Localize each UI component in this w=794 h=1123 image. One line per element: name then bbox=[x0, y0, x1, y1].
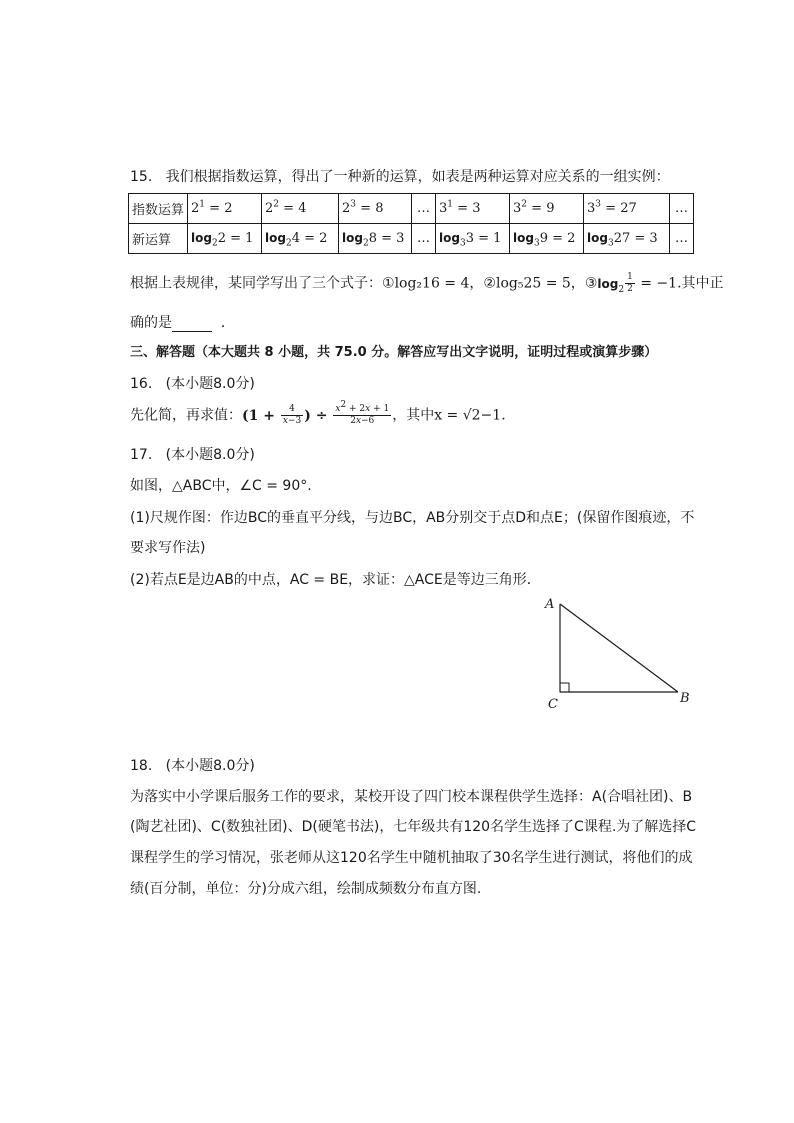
q18-number: 18. bbox=[130, 758, 153, 774]
formula-3-mark: ③ bbox=[584, 275, 598, 292]
q15-stem bbox=[130, 166, 670, 186]
table-cell: $3^2 = 9$ bbox=[510, 194, 584, 224]
q16-score: (本小题8.0分) bbox=[165, 376, 255, 392]
q17-part2: (2)若点E是边AB的中点，AC = BE，求证：△ACE是等边三角形． bbox=[130, 572, 541, 588]
table-cell: $3^1 = 3$ bbox=[436, 194, 510, 224]
table-cell: $3^3 = 27$ bbox=[584, 194, 670, 224]
q15-number: 15. bbox=[130, 169, 153, 185]
table-row bbox=[129, 224, 694, 254]
side-ab bbox=[560, 604, 678, 692]
row-label-new: 新运算 bbox=[129, 224, 188, 254]
q15-follow-text: 根据上表规律，某同学写出了三个式子： bbox=[130, 275, 382, 292]
q16-lead: 先化简，再求值： bbox=[130, 407, 242, 424]
ellipsis-cell: … bbox=[670, 194, 694, 224]
row-label-exponent: 指数运算 bbox=[129, 194, 188, 224]
table-cell: $\log_28 = 3$ bbox=[339, 224, 412, 254]
formula-2-mark: ② bbox=[483, 275, 496, 292]
q17-given: 如图，△ABC中，∠C = 90°. bbox=[130, 478, 312, 494]
section-3-title: 三、解答题（本大题共 8 小题，共 75.0 分。解答应写出文字说明，证明过程或演算步骤） bbox=[130, 345, 658, 360]
q16-number: 16. bbox=[130, 376, 153, 392]
q18-line4: 绩(百分制，单位：分)分成六组，绘制成频数分布直方图. bbox=[130, 881, 482, 897]
q18-header bbox=[130, 755, 255, 775]
q18-line2: (陶艺社团)、C(数独社团)、D(硬笔书法)，七年级共有120名学生选择了C课程.为了解选择C bbox=[130, 819, 697, 835]
table-cell: $\log_24 = 2$ bbox=[262, 224, 339, 254]
q17-part1-line2: 要求写作法) bbox=[130, 540, 206, 556]
q18-score: (本小题8.0分) bbox=[165, 758, 255, 774]
q17-score: (本小题8.0分) bbox=[165, 447, 255, 463]
right-angle-mark bbox=[560, 683, 569, 692]
table-cell: $2^1 = 2$ bbox=[188, 194, 262, 224]
q15-answer-line bbox=[130, 312, 235, 332]
triangle-figure bbox=[540, 592, 700, 712]
table-cell: $\log_22 = 1$ bbox=[188, 224, 262, 254]
vertex-a-label: A bbox=[545, 597, 555, 612]
q18-line1: 为落实中小学课后服务工作的要求，某校开设了四门校本课程供学生选择：A(合唱社团)、B bbox=[130, 789, 693, 805]
table-cell: $2^3 = 8$ bbox=[339, 194, 412, 224]
q17-header bbox=[130, 444, 255, 464]
q17-part1-line1: (1)尺规作图：作边BC的垂直平分线，与边BC，AB分别交于点D和点E；(保留作图痕迹，不 bbox=[130, 510, 695, 526]
table-cell: $\log_33 = 1$ bbox=[436, 224, 510, 254]
q15-stem-text: 我们根据指数运算，得出了一种新的运算，如表是两种运算对应关系的一组实例： bbox=[165, 169, 670, 185]
ellipsis-cell: … bbox=[412, 224, 436, 254]
formula-1-mark: ① bbox=[382, 275, 395, 292]
q15-line2-end: ． bbox=[220, 315, 235, 331]
table-cell: $\log_39 = 2$ bbox=[510, 224, 584, 254]
vertex-c-label: C bbox=[548, 697, 558, 712]
table-row bbox=[129, 194, 694, 224]
formula-2: log₅25 = 5， bbox=[495, 275, 585, 292]
q17-number: 17. bbox=[130, 447, 153, 463]
q15-follow-line bbox=[130, 272, 724, 295]
formula-3: $\log_2$ $\frac{1}{2}$ bbox=[597, 272, 633, 295]
ellipsis-cell: … bbox=[670, 224, 694, 254]
q15-relation-table bbox=[128, 193, 694, 254]
q16-body bbox=[130, 400, 506, 427]
q16-expression: (1 + $\frac{4}{x-3}$ ) ÷ $\frac{x^2 + 2x + 1}{2x-6}$ bbox=[242, 400, 390, 426]
table-cell: $2^2 = 4$ bbox=[262, 194, 339, 224]
formula-3-tail: = −1.其中正 bbox=[635, 275, 724, 292]
vertex-b-label: B bbox=[680, 691, 690, 706]
formula-1: log₂16 = 4， bbox=[394, 275, 484, 292]
table-cell: $\log_327 = 3$ bbox=[584, 224, 670, 254]
q16-tail: ，其中x = √2−1. bbox=[392, 407, 506, 424]
ellipsis-cell: … bbox=[412, 194, 436, 224]
q16-header bbox=[130, 373, 255, 393]
q15-line2-text: 确的是 bbox=[130, 315, 172, 331]
answer-blank bbox=[172, 317, 212, 332]
q18-line3: 课程学生的学习情况，张老师从这120名学生中随机抽取了30名学生进行测试，将他们的成 bbox=[130, 850, 693, 866]
